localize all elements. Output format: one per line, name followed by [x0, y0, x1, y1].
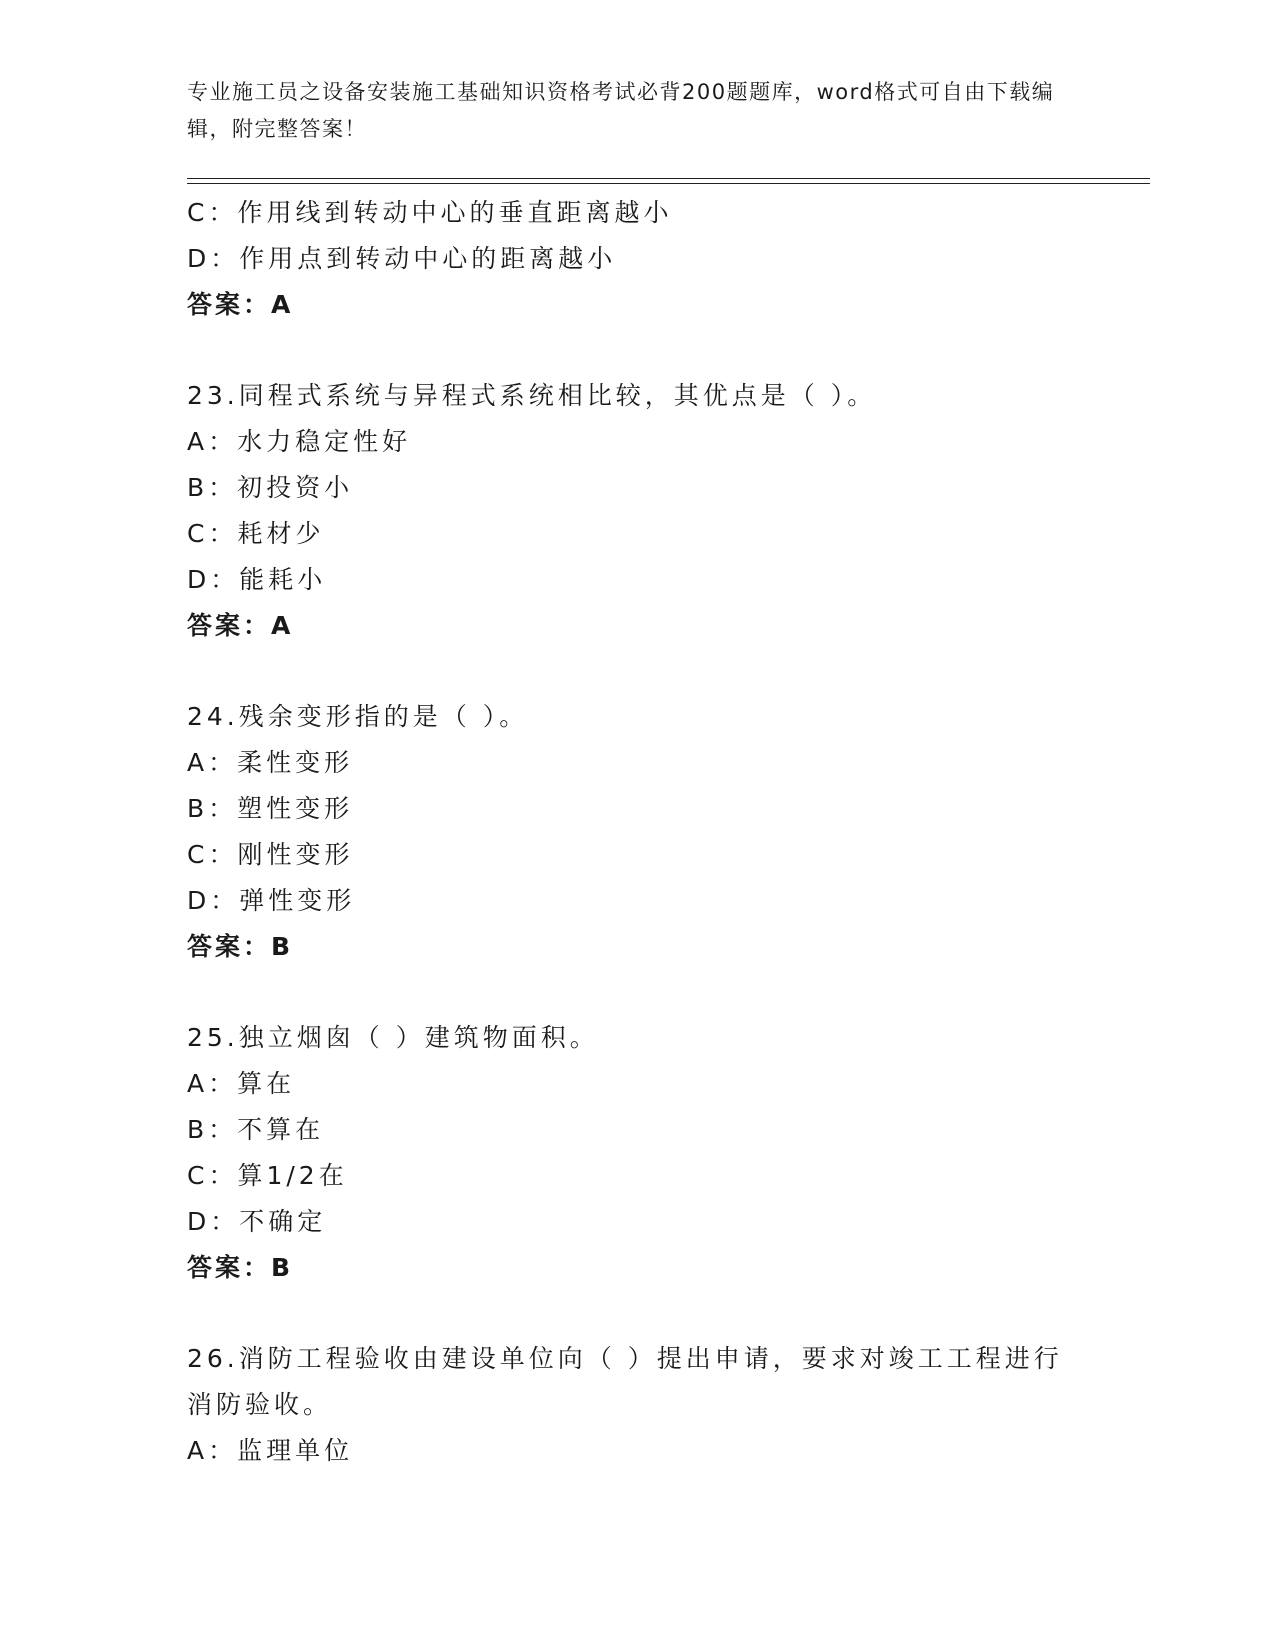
spacer	[187, 649, 1087, 694]
option-c: C：刚性变形	[187, 840, 354, 869]
option-a: A：监理单位	[187, 1436, 354, 1465]
question-22-continuation	[187, 190, 1087, 328]
question-stem: 26.消防工程验收由建设单位向（ ）提出申请，要求对竣工工程进行消防验收。	[187, 1344, 1063, 1419]
spacer	[187, 970, 1087, 1015]
option-c: C：耗材少	[187, 519, 325, 548]
question-26	[187, 1336, 1087, 1474]
option-d: D：作用点到转动中心的距离越小	[187, 244, 617, 273]
header-divider-bottom	[187, 183, 1150, 184]
option-c: C：作用线到转动中心的垂直距离越小	[187, 198, 673, 227]
answer-line: 答案：A	[187, 611, 294, 640]
answer-line: 答案：B	[187, 932, 294, 961]
option-b: B：不算在	[187, 1115, 325, 1144]
answer-line: 答案：A	[187, 290, 294, 319]
option-a: A：算在	[187, 1069, 296, 1098]
option-a: A：柔性变形	[187, 748, 354, 777]
question-25	[187, 1015, 1087, 1291]
option-b: B：塑性变形	[187, 794, 354, 823]
question-stem: 24.残余变形指的是（ ）。	[187, 702, 529, 731]
document-header: 专业施工员之设备安装施工基础知识资格考试必背200题题库，word格式可自由下载编辑，附完整答案！	[187, 80, 1055, 141]
answer-line: 答案：B	[187, 1253, 294, 1282]
question-23	[187, 373, 1087, 649]
option-a: A：水力稳定性好	[187, 427, 412, 456]
option-d: D：能耗小	[187, 565, 327, 594]
option-b: B：初投资小	[187, 473, 354, 502]
question-stem: 25.独立烟囱（ ）建筑物面积。	[187, 1023, 599, 1052]
option-d: D：不确定	[187, 1207, 327, 1236]
header-divider-top	[187, 178, 1150, 179]
question-list	[187, 190, 1087, 1474]
option-c: C：算1/2在	[187, 1161, 348, 1190]
question-24	[187, 694, 1087, 970]
spacer	[187, 1291, 1087, 1336]
question-stem: 23.同程式系统与异程式系统相比较，其优点是（ ）。	[187, 381, 877, 410]
spacer	[187, 328, 1087, 373]
option-d: D：弹性变形	[187, 886, 356, 915]
